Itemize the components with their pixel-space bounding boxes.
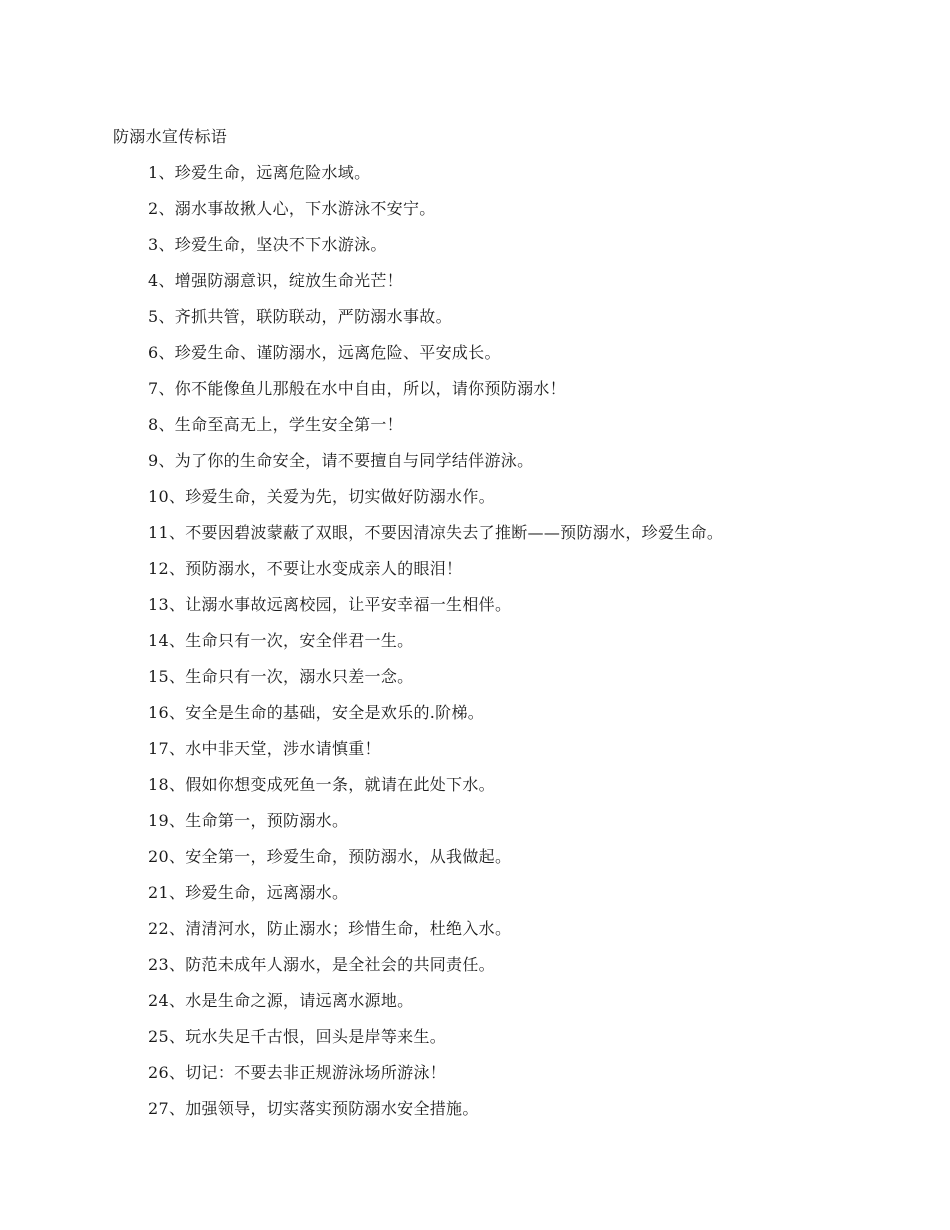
slogan-item: 16、安全是生命的基础，安全是欢乐的.阶梯。	[148, 703, 485, 722]
slogan-item: 4、增强防溺意识，绽放生命光芒！	[148, 271, 403, 290]
slogan-item: 22、清清河水，防止溺水；珍惜生命，杜绝入水。	[148, 919, 512, 938]
slogan-item: 20、安全第一，珍爱生命，预防溺水，从我做起。	[148, 847, 512, 866]
slogan-item: 5、齐抓共管，联防联动，严防溺水事故。	[148, 307, 452, 326]
slogan-item: 9、为了你的生命安全，请不要擅自与同学结伴游泳。	[148, 451, 534, 470]
slogan-item: 25、玩水失足千古恨，回头是岸等来生。	[148, 1027, 447, 1046]
document-title: 防溺水宣传标语	[113, 127, 228, 146]
slogan-item: 24、水是生命之源，请远离水源地。	[148, 991, 414, 1010]
slogan-item: 27、加强领导，切实落实预防溺水安全措施。	[148, 1099, 479, 1118]
slogan-item: 14、生命只有一次，安全伴君一生。	[148, 631, 414, 650]
slogan-item: 19、生命第一，预防溺水。	[148, 811, 349, 830]
slogan-item: 11、不要因碧波蒙蔽了双眼，不要因清凉失去了推断——预防溺水，珍爱生命。	[148, 523, 724, 542]
slogan-item: 6、珍爱生命、谨防溺水，远离危险、平安成长。	[148, 343, 501, 362]
slogan-list	[148, 162, 723, 1134]
slogan-item: 26、切记：不要去非正规游泳场所游泳！	[148, 1063, 447, 1082]
slogan-item: 17、水中非天堂，涉水请慎重！	[148, 739, 381, 758]
slogan-item: 7、你不能像鱼儿那般在水中自由，所以，请你预防溺水！	[148, 379, 566, 398]
slogan-item: 15、生命只有一次，溺水只差一念。	[148, 667, 414, 686]
slogan-item: 3、珍爱生命，坚决不下水游泳。	[148, 235, 387, 254]
slogan-item: 21、珍爱生命，远离溺水。	[148, 883, 349, 902]
slogan-item: 1、珍爱生命，远离危险水域。	[148, 163, 371, 182]
slogan-item: 13、让溺水事故远离校园，让平安幸福一生相伴。	[148, 595, 512, 614]
slogan-item: 23、防范未成年人溺水，是全社会的共同责任。	[148, 955, 495, 974]
slogan-item: 18、假如你想变成死鱼一条，就请在此处下水。	[148, 775, 495, 794]
slogan-item: 8、生命至高无上，学生安全第一！	[148, 415, 403, 434]
slogan-item: 10、珍爱生命，关爱为先，切实做好防溺水作。	[148, 487, 495, 506]
slogan-item: 12、预防溺水，不要让水变成亲人的眼泪！	[148, 559, 463, 578]
slogan-item: 2、溺水事故揪人心，下水游泳不安宁。	[148, 199, 436, 218]
